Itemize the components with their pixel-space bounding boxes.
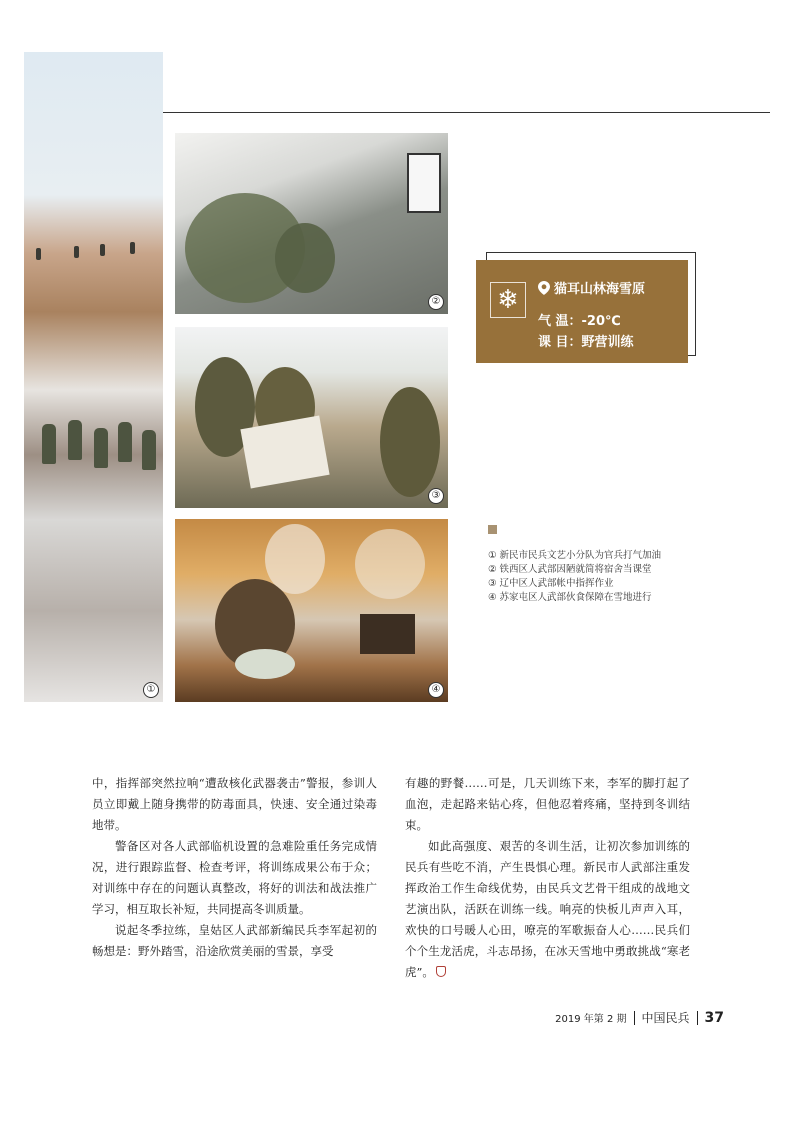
photo-number-2: ②: [428, 294, 444, 310]
end-mark-icon: [436, 966, 446, 977]
paragraph: 中，指挥部突然拉响“遭敌核化武器袭击”警报，参训人员立即戴上随身携带的防毒面具，快速、安全通过染毒地带。: [92, 776, 377, 832]
caption-1: ① 新民市民兵文艺小分队为官兵打气加油: [488, 550, 662, 561]
info-box: [476, 260, 688, 363]
location-text: 猫耳山林海雪原: [554, 282, 646, 297]
photo-1-soldiers-marching: [24, 52, 163, 702]
caption-4: ④ 苏家屯区人武部伙食保障在雪地进行: [488, 592, 652, 603]
paragraph: 说起冬季拉练，皇姑区人武部新编民兵李军起初的畅想是：野外踏雪，沿途欣赏美丽的雪景，享受: [92, 923, 377, 958]
snowflake-icon: ❄: [490, 282, 526, 318]
footer-divider: [634, 1011, 635, 1025]
page-number: 37: [704, 1009, 724, 1026]
photo-2-dorm-classroom: [175, 133, 448, 314]
article-column-left: [92, 773, 377, 962]
course-text: 课 目：野营训练: [538, 335, 634, 350]
article-column-right: [405, 773, 690, 983]
photo-4-snow-cooking: [175, 519, 448, 702]
page-footer: [555, 1009, 724, 1026]
photo-number-3: ③: [428, 488, 444, 504]
photo-captions: [488, 549, 661, 605]
paragraph: 有趣的野餐……可是，几天训练下来，李军的脚打起了血泡，走起路来钻心疼，但他忍着疼痛，坚持到冬训结束。: [405, 776, 690, 832]
photo-3-tent-command: [175, 327, 448, 508]
issue-label: 2019 年第 2 期: [555, 1014, 627, 1025]
paragraph: 警备区对各人武部临机设置的急难险重任务完成情况，进行跟踪监督、检查考评，将训练成果公布于众；对训练中存在的问题认真整改，将好的训法和战法推广学习，相互取长补短，共同提高冬训质量。: [92, 839, 377, 916]
location-row: [538, 278, 645, 297]
temperature-text: 气 温：-20℃: [538, 314, 621, 329]
footer-divider: [697, 1011, 698, 1025]
caption-marker: [488, 525, 497, 534]
paragraph-text: 如此高强度、艰苦的冬训生活，让初次参加训练的民兵有些吃不消，产生畏惧心理。新民市人武部注重发挥政治工作生命线优势，由民兵文艺骨干组成的战地文艺演出队，活跃在训练一线。响亮的快板儿声声入耳，欢快的口号暖人心田，嘹亮的军歌振奋人心……民兵们个个生龙活虎，斗志昂扬，在冰天雪地中勇敢挑战“寒老虎”。: [405, 839, 690, 979]
photo-number-4: ④: [428, 682, 444, 698]
location-pin-icon: [538, 281, 550, 295]
photo-number-1: ①: [143, 682, 159, 698]
paragraph-final: [405, 836, 690, 983]
magazine-name: 中国民兵: [641, 1011, 690, 1025]
caption-2: ② 铁西区人武部因陋就简将宿舍当课堂: [488, 564, 652, 575]
caption-3: ③ 辽中区人武部帐中指挥作业: [488, 578, 614, 589]
